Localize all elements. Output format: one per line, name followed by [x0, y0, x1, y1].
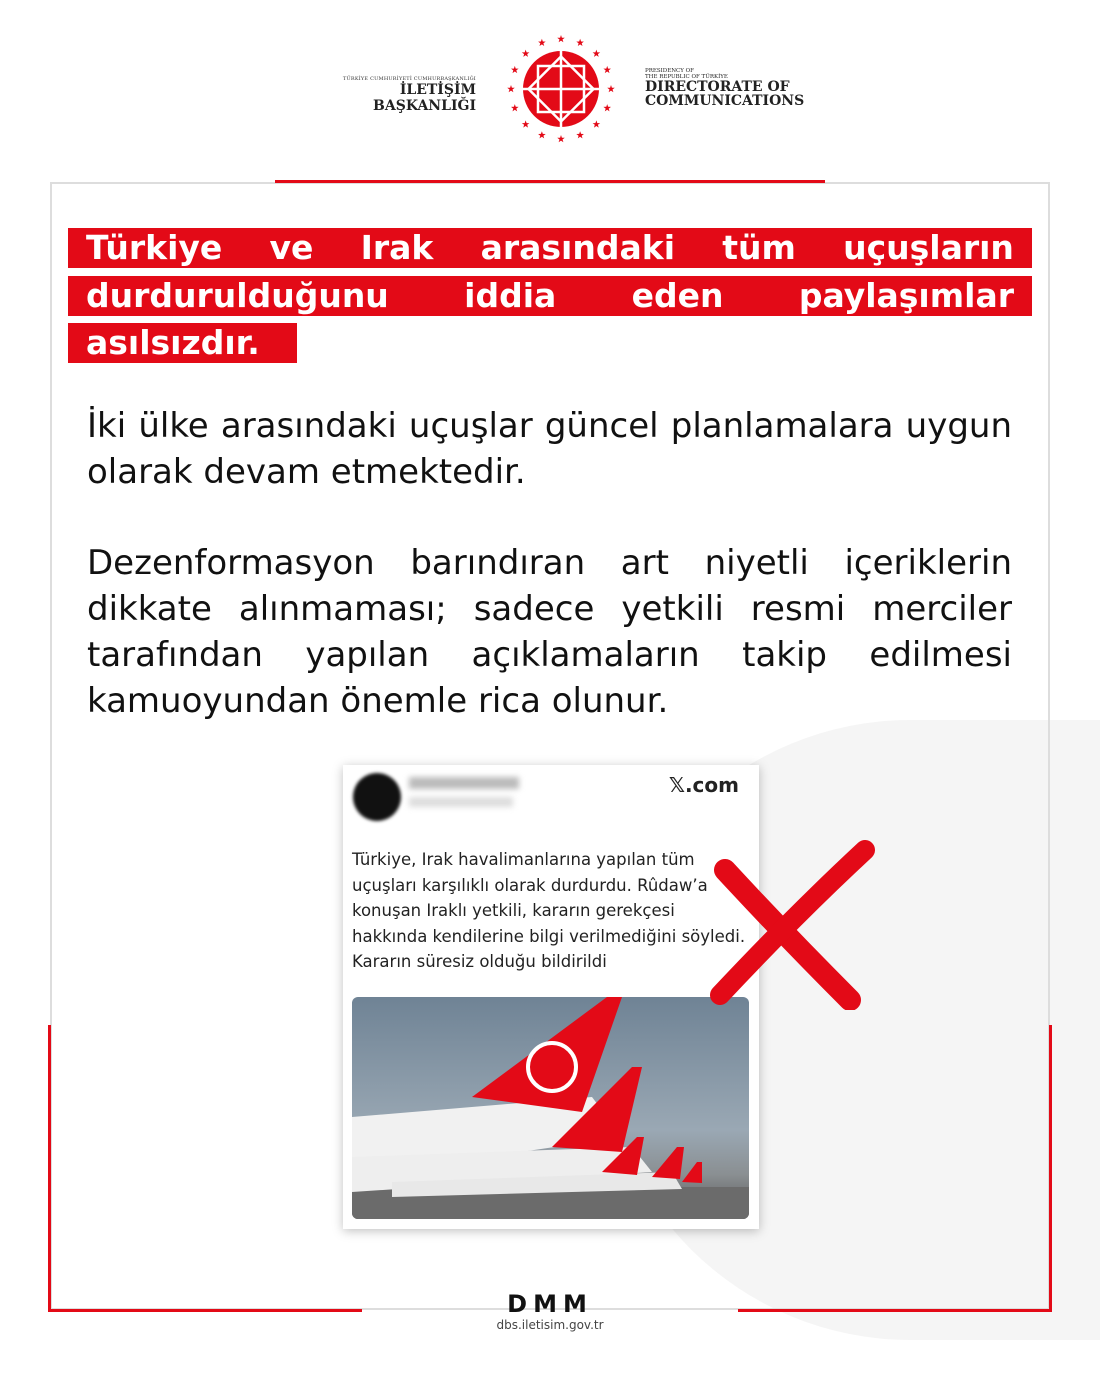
blurred-handle: [409, 797, 513, 807]
footer: [440, 1292, 660, 1332]
headline-word: uçuşların: [843, 228, 1014, 267]
headline-line-2: [68, 276, 1032, 316]
header-right-logo-text: [645, 68, 804, 108]
headline-line-1: [68, 228, 1032, 268]
emblem-star: [576, 131, 584, 138]
emblem-star: [557, 135, 565, 142]
headline-word: ve: [269, 228, 314, 267]
tweet-text: Türkiye, Irak havalimanlarına yapılan tüm uçuşları karşılıklı olarak durdurdu. Rûdaw’a konuşan Iraklı yetkili, kararın gerekçesi hakkında kendilerine bilgi verilmediğini söyledi. Kararın süresiz olduğu bildirildi: [352, 850, 746, 971]
headline-word: iddia: [464, 276, 557, 315]
emblem-star: [522, 50, 530, 57]
emblem-star: [607, 85, 615, 92]
dmm-logo: DMM: [507, 1290, 593, 1318]
headline-word: paylaşımlar: [798, 276, 1014, 315]
emblem-star: [576, 39, 584, 46]
x-logo-source: 𝕏.com: [668, 773, 739, 797]
emblem-star: [538, 39, 546, 46]
emblem-star: [511, 66, 519, 73]
emblem-star: [557, 35, 565, 42]
headline-word: tüm: [722, 228, 796, 267]
emblem-star: [511, 104, 519, 111]
headline-word: durdurulduğunu: [86, 276, 389, 315]
emblem-star: [522, 120, 530, 127]
header-left-small: TÜRKİYE CUMHURİYETİ CUMHURBAŞKANLIĞI: [342, 76, 476, 82]
header-right-small-2: THE REPUBLIC OF TÜRKİYE: [645, 74, 728, 80]
body-paragraph-2: Dezenformasyon barındıran art niyetli içeriklerin dikkate alınmaması; sadece yetkili resmi merciler tarafından yapılan açıklamaların takip edilmesi kamuoyundan önemle rica olunur.: [87, 543, 1012, 721]
star-emblem-icon: [505, 33, 617, 145]
headline-word: eden: [631, 276, 724, 315]
emblem-star: [603, 66, 611, 73]
headline-word: Irak: [360, 228, 434, 267]
headline-word: Türkiye: [86, 228, 223, 267]
header-right-title-1: DIRECTORATE OF: [645, 79, 790, 95]
emblem-star: [538, 131, 546, 138]
tweet-screenshot-card: [343, 765, 759, 1229]
header-left-logo-text: [300, 76, 476, 114]
header-right-small-1: PRESIDENCY OF: [645, 68, 694, 74]
top-red-line: [275, 180, 825, 183]
header-left-title: İLETİŞİM BAŞKANLIĞI: [373, 82, 476, 114]
bottom-right-red-line: [738, 1309, 1052, 1312]
headline-line-3: asılsızdır.: [68, 323, 297, 363]
body-paragraph-1: İki ülke arasındaki uçuşlar güncel planlamalara uygun olarak devam etmektedir.: [87, 406, 1012, 492]
red-cross-mark-icon: [705, 835, 875, 1010]
footer-url[interactable]: dbs.iletisim.gov.tr: [496, 1318, 604, 1332]
header-right-title-2: COMMUNICATIONS: [645, 93, 805, 109]
airplane-illustration: [352, 997, 749, 1219]
emblem-star: [593, 50, 601, 57]
avatar: [353, 773, 401, 821]
emblem-star: [507, 85, 515, 92]
left-red-line: [48, 1025, 51, 1312]
emblem-star: [593, 120, 601, 127]
bottom-left-red-line: [48, 1309, 362, 1312]
airplane-tails-photo: [352, 997, 749, 1219]
headline-word: arasındaki: [480, 228, 676, 267]
right-red-line: [1049, 1025, 1052, 1312]
blurred-username: [409, 777, 519, 789]
emblem-star: [603, 104, 611, 111]
